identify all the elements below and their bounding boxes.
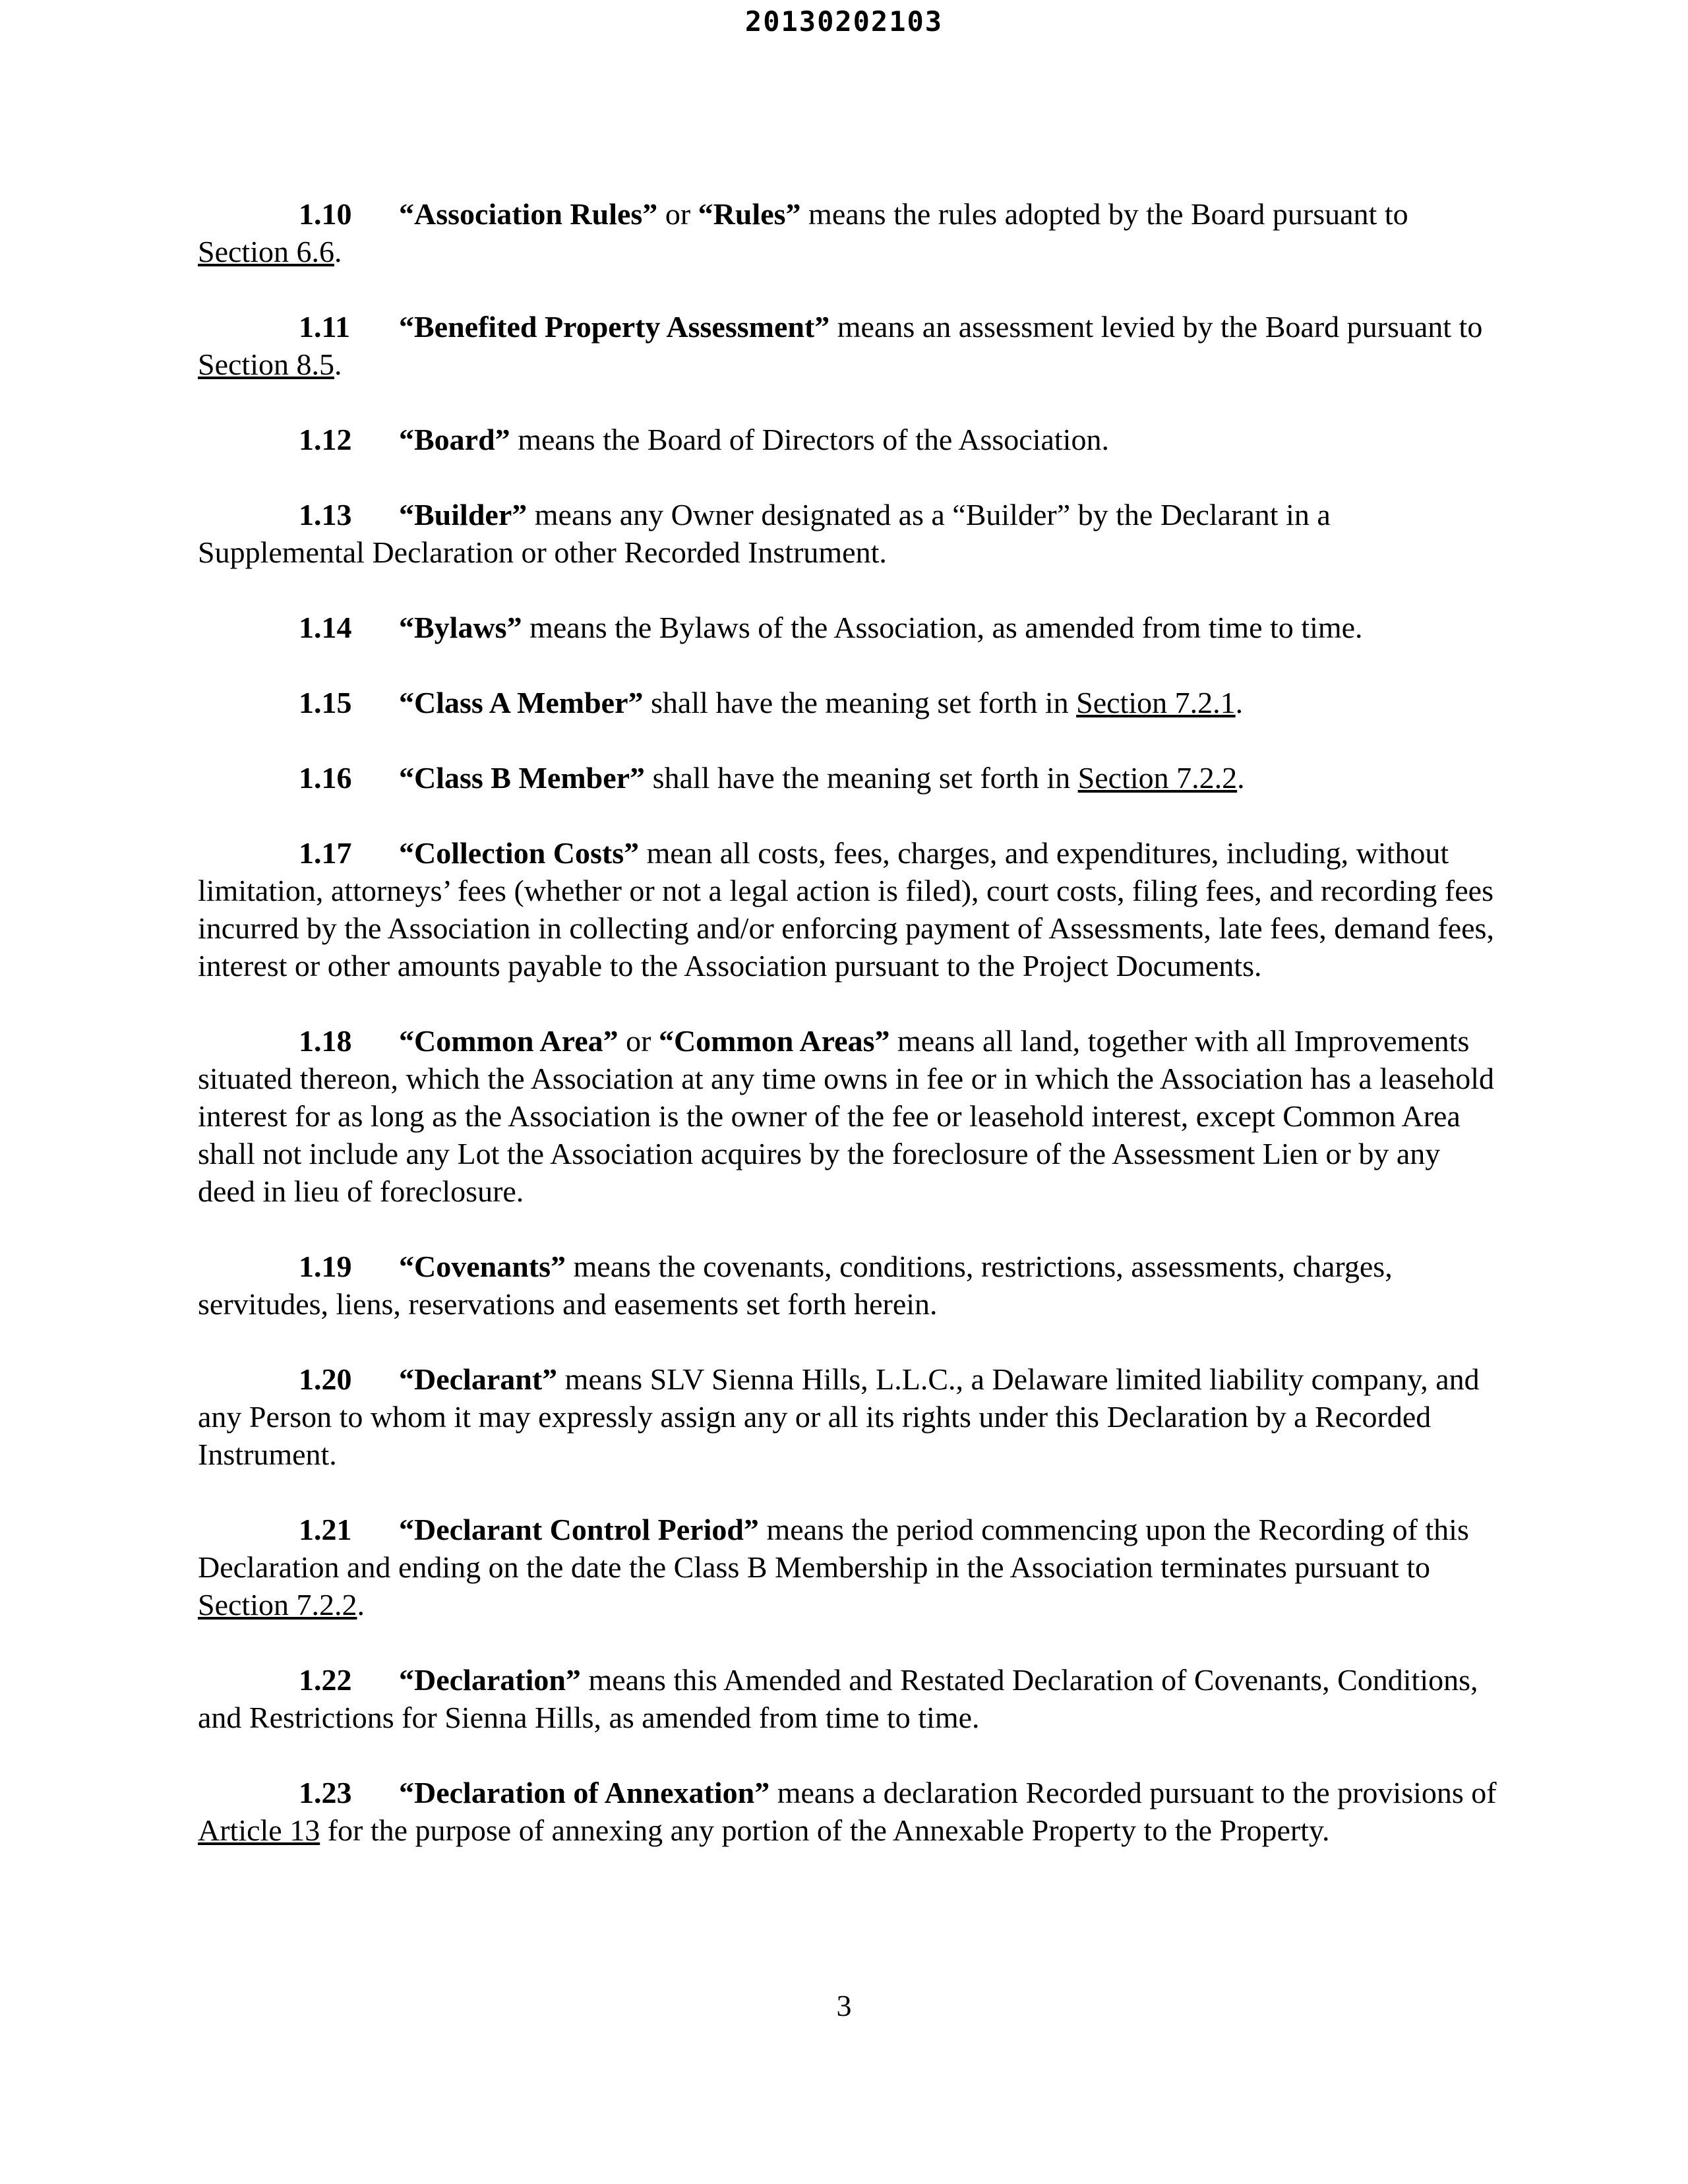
- definition-1-18: [198, 1022, 1500, 1210]
- section-reference: Section 8.5: [198, 348, 334, 381]
- definition-text: .: [334, 235, 342, 268]
- definition-text: means the Bylaws of the Association, as amended from time to time.: [522, 611, 1363, 644]
- definition-text: shall have the meaning set forth in: [643, 686, 1077, 719]
- defined-term: “Builder”: [399, 498, 528, 531]
- defined-term: “Common Area”: [399, 1024, 618, 1058]
- defined-term: “Association Rules”: [399, 197, 658, 231]
- definition-1-22: [198, 1661, 1500, 1736]
- definition-1-12: [198, 421, 1500, 458]
- defined-term: “Board”: [399, 423, 510, 456]
- defined-term: “Bylaws”: [399, 611, 522, 644]
- definition-1-19: [198, 1248, 1500, 1323]
- definition-text: means any Owner designated as a “Builder” by the Declarant in a Supplemental Declaration or other Recorded Instrument.: [198, 498, 1331, 569]
- definition-text: or: [618, 1024, 659, 1058]
- section-number: 1.20: [299, 1362, 352, 1396]
- section-number: 1.15: [299, 686, 352, 719]
- defined-term: “Declaration”: [399, 1663, 581, 1697]
- section-number: 1.12: [299, 423, 352, 456]
- defined-term: “Collection Costs”: [399, 836, 640, 870]
- defined-term: “Declarant”: [399, 1362, 558, 1396]
- defined-term: “Benefited Property Assessment”: [399, 310, 830, 344]
- page-number: 3: [836, 1989, 852, 2022]
- definition-text: .: [1237, 761, 1245, 795]
- document-number: 20130202103: [744, 5, 944, 38]
- section-number: 1.10: [299, 197, 352, 231]
- defined-term: “Declarant Control Period”: [399, 1513, 759, 1546]
- definition-1-10: [198, 195, 1500, 270]
- definition-1-13: [198, 496, 1500, 571]
- definition-text: means the Board of Directors of the Association.: [510, 423, 1109, 456]
- defined-term: “Class A Member”: [399, 686, 644, 719]
- defined-term: “Declaration of Annexation”: [399, 1776, 770, 1809]
- definition-1-15: [198, 684, 1500, 721]
- definition-text: .: [1235, 686, 1244, 719]
- definition-text: shall have the meaning set forth in: [645, 761, 1078, 795]
- section-reference: Section 7.2.1: [1076, 686, 1236, 719]
- definition-text: or: [657, 197, 698, 231]
- section-number: 1.21: [299, 1513, 352, 1546]
- definition-text: means an assessment levied by the Board pursuant to: [829, 310, 1483, 344]
- section-reference: Section 6.6: [198, 235, 334, 268]
- definition-1-21: [198, 1511, 1500, 1623]
- definition-text: means all land, together with all Improvements situated thereon, which the Association at any time owns in fee or in which the Association has a leasehold interest for as long as the Association is the owner of the fee or leasehold interest, except Common Area shall not include any Lot the Association acquires by the foreclosure of the Assessment Lien or by any deed in lieu of foreclosure.: [198, 1024, 1495, 1208]
- section-number: 1.23: [299, 1776, 352, 1809]
- defined-term: “Rules”: [698, 197, 801, 231]
- defined-term: “Covenants”: [399, 1250, 566, 1283]
- section-number: 1.19: [299, 1250, 352, 1283]
- definition-text: means SLV Sienna Hills, L.L.C., a Delaware limited liability company, and any Person to whom it may expressly assign any or all its rights under this Declaration by a Recorded Instrument.: [198, 1362, 1480, 1471]
- section-reference: Section 7.2.2: [1077, 761, 1238, 795]
- section-number: 1.22: [299, 1663, 352, 1697]
- section-reference: Section 7.2.2: [198, 1588, 357, 1622]
- definition-text: means a declaration Recorded pursuant to the provisions of: [769, 1776, 1497, 1809]
- article-reference: Article 13: [198, 1813, 320, 1847]
- definitions-body: [198, 195, 1500, 1887]
- defined-term: “Class B Member”: [399, 761, 646, 795]
- section-number: 1.13: [299, 498, 352, 531]
- defined-term: “Common Areas”: [658, 1024, 890, 1058]
- definition-text: .: [357, 1588, 365, 1622]
- section-number: 1.16: [299, 761, 352, 795]
- definition-text: means the rules adopted by the Board pursuant to: [800, 197, 1408, 231]
- section-number: 1.17: [299, 836, 352, 870]
- section-number: 1.14: [299, 611, 352, 644]
- definition-text: mean all costs, fees, charges, and expenditures, including, without limitation, attorneys’ fees (whether or not a legal action is filed), court costs, filing fees, and recording fees incurred by the Association in collecting and/or enforcing payment of Assessments, late fees, demand fees, interest or other amounts payable to the Association pursuant to the Project Documents.: [198, 836, 1494, 983]
- section-number: 1.11: [299, 310, 350, 344]
- definition-1-20: [198, 1360, 1500, 1473]
- definition-1-14: [198, 609, 1500, 646]
- definition-text: means the covenants, conditions, restrictions, assessments, charges, servitudes, liens, reservations and easements set forth herein.: [198, 1250, 1393, 1321]
- definition-text: means this Amended and Restated Declaration of Covenants, Conditions, and Restrictions for Sienna Hills, as amended from time to time.: [198, 1663, 1478, 1734]
- definition-1-16: [198, 759, 1500, 797]
- definition-text: for the purpose of annexing any portion of the Annexable Property to the Property.: [320, 1813, 1330, 1847]
- definition-1-11: [198, 308, 1500, 383]
- section-number: 1.18: [299, 1024, 352, 1058]
- definition-1-17: [198, 834, 1500, 985]
- definition-text: means the period commencing upon the Recording of this Declaration and ending on the date the Class B Membership in the Association terminates pursuant to: [198, 1513, 1469, 1584]
- definition-1-23: [198, 1774, 1500, 1849]
- definition-text: .: [334, 348, 342, 381]
